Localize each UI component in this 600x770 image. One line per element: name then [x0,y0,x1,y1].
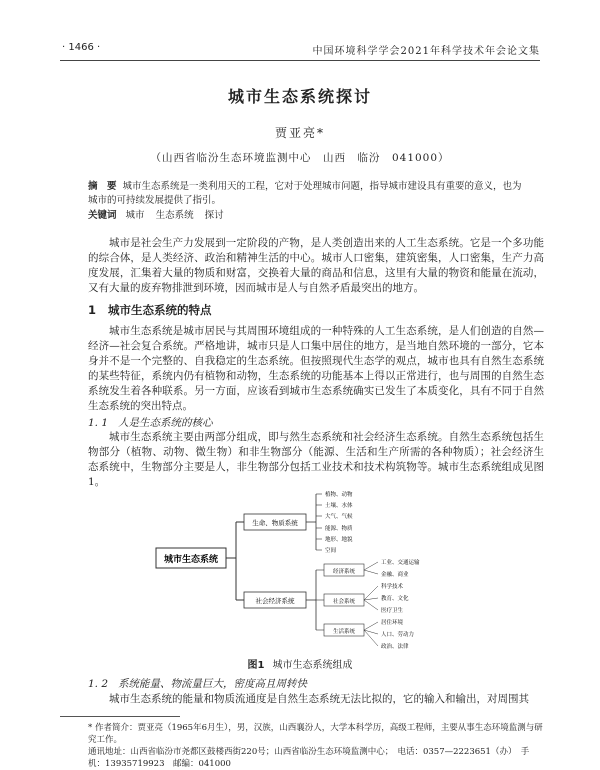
lower-leaf: 人口、劳动力 [381,632,415,638]
lower-mid-label: 生活系统 [332,629,356,635]
upper-leaf: 能源、物质 [325,526,353,532]
article-title: 城市生态系统探讨 [227,87,372,106]
figure-caption-text: 城市生态系统组成 [272,660,353,671]
intro-paragraph: 城市是社会生产力发展到一定阶段的产物，是人类创造出来的人工生态系统。它是一个多功能的综合体，是人类经济、政治和精神生活的中心。城市人口密集，建筑密集，人口密集，生产力高度发展，汇集着大量的物质和财富，交换着大量的商品和信息，这里有大量的物资和能量在流动，又有大量的废弃物排泄到环境，因而城市是人与自然矛盾最突出的地方。 [88,237,544,294]
upper-leaf: 大气、气候 [325,514,353,520]
section-heading-1 [88,302,212,318]
header-rule [60,60,540,61]
figure-number: 图1 [247,660,265,671]
abstract [88,180,528,208]
subsection-title: 系统能量、物流量巨大，密度高且周转快 [118,678,308,690]
journal-title: 中国环境科学学会2021年科学技术年会论文集 [312,46,540,57]
lower-mid-label: 经济系统 [332,569,356,575]
subsection-1-1-text: 城市生态系统主要由两部分组成，即与然生态系统和社会经济生态系统。自然生态系统包括生物部分（植物、动物、微生物）和非生物部分（能源、生活和生产所需的各种物质）；社会经济生态系统中，生物部分主要是人，非生物部分包括工业技术和技术构筑物等。城市生态系统组成见图1。 [88,431,544,488]
subsection-heading-1-1 [88,415,213,430]
subsection-title: 人是生态系统的核心 [118,417,213,429]
section-1-paragraph: 城市生态系统是城市居民与其周围环境组成的一种特殊的人工生态系统，是人们创造的自然—经济—社会复合系统。严格地讲，城市只是人口集中居住的地方，是当地自然环境的一部分，它本身并不是一个完整的、自我稳定的生态系统。但按照现代生态学的观点，城市也具有自然生态系统的某些特征，系统内仍有植物和动物，生态系统的功能基本上得以正常进行，也与周围的自然生态系统发生着各种联系。另一方面，应该看到城市生态系统确实已发生了本质变化，具有不同于自然生态系统的突出特点。 [88,325,544,412]
subsection-1-1-paragraph [88,430,544,490]
subsection-heading-1-2 [88,676,307,691]
subsection-number: 1. 1 [88,417,109,429]
footnote-rule [60,716,180,717]
keyword: 探讨 [204,210,224,221]
running-head [60,42,540,58]
upper-leaves [316,490,353,554]
lower-leaf: 科学技术 [381,584,404,590]
section-title: 城市生态系统的特点 [108,303,212,317]
subsection-1-2-paragraph: 城市生态系统的能量和物质流通度是自然生态系统无法比拟的，它的输入和输出，对周围其 [109,693,529,705]
footnote-contact: 通讯地址：山西省临汾市尧都区鼓楼西街220号；山西省临汾生态环境监测中心； 电话：0357—2223651（办） 手机：13935719923 邮编：041000 [88,747,530,769]
upper-leaf: 地形、地貌 [325,537,353,543]
keyword: 城市 [125,210,145,221]
figure-caption [0,656,600,671]
keywords-label: 关键词 [88,210,117,221]
lower-leaf: 政治、法律 [381,644,409,650]
lower-leaf: 教育、文化 [381,596,409,602]
upper-branch-label: 生命、物质系统 [252,519,298,527]
lower-leaf: 工业、交通运输 [381,560,420,566]
lower-leaves [364,558,420,650]
figure-1-diagram [150,490,540,650]
footnote-author-bio: * 作者简介：贾亚亮（1965年6月生），男，汉族，山西襄汾人，大学本科学历，高级工程师，主要从事生态环境监测与研究工作。 [88,723,543,745]
abstract-label: 摘 要 [88,181,117,192]
affiliation: （山西省临汾生态环境监测中心 山西 临汾 041000） [150,152,450,164]
lower-branch-label: 社会经济系统 [255,597,295,605]
lower-leaf: 医疗卫生 [381,608,404,614]
upper-leaf: 土壤、水体 [325,503,353,509]
upper-leaf: 空间 [325,548,337,554]
keyword: 生态系统 [155,210,194,221]
lower-mid-label: 社会系统 [332,599,356,605]
upper-leaf: 植物、动物 [325,492,353,498]
keywords [88,209,528,223]
author: 贾亚亮* [274,126,325,140]
section-number: 1 [88,303,97,317]
lower-leaf: 金融、商业 [381,572,409,578]
subsection-number: 1. 2 [88,678,109,690]
root-label: 城市生态系统 [163,555,219,565]
page-number: · 1466 · [62,42,101,53]
lower-leaf: 居住环境 [381,620,404,626]
abstract-text: 城市生态系统是一类利用天的工程，它对于处理城市问题，指导城市建设具有重要的意义，也为城市的可持续发展提供了指引。 [88,181,522,206]
